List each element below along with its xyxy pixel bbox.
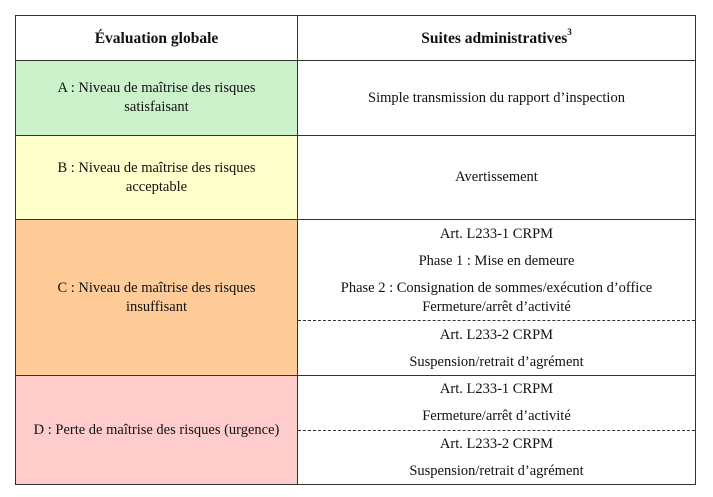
table-row-d (16, 376, 695, 484)
table-row-b (16, 136, 695, 219)
level-label-b: B : Niveau de maîtrise des risques acceptable (57, 159, 256, 195)
table-header-row (16, 16, 695, 60)
level-cell-b (16, 136, 298, 219)
header-evaluation-globale (16, 16, 298, 60)
level-cell-a (16, 61, 298, 135)
action-d-article-2: Art. L233-2 CRPM (439, 436, 554, 452)
action-c-article-2: Art. L233-2 CRPM (439, 327, 554, 343)
action-cell-c-top (298, 220, 695, 320)
action-cell-d-top (298, 376, 695, 430)
level-cell-d (16, 376, 298, 484)
action-d-article-1: Art. L233-1 CRPM (439, 381, 554, 397)
header-footnote-marker: 3 (567, 27, 572, 38)
action-c-suspension: Suspension/retrait d’agrément (409, 354, 584, 370)
action-cell-b (298, 136, 695, 219)
action-c-article-1: Art. L233-1 CRPM (439, 226, 554, 242)
action-c-fermeture: Fermeture/arrêt d’activité (422, 299, 571, 315)
action-a-0: Simple transmission du rapport d’inspection (368, 89, 625, 106)
header-left-label: Évaluation globale (94, 29, 219, 47)
level-label-d: D : Perte de maîtrise des risques (urgence) (33, 421, 280, 438)
table-row-a (16, 61, 695, 135)
header-right-text (421, 29, 571, 48)
evaluation-table (15, 15, 696, 485)
table-row-c (16, 220, 695, 375)
action-cell-c-bottom (298, 321, 695, 375)
level-cell-c (16, 220, 298, 375)
action-cell-a (298, 61, 695, 135)
level-label-a: A : Niveau de maîtrise des risques satisfaisant (57, 80, 256, 115)
action-b-0: Avertissement (455, 169, 538, 185)
header-suites-administratives (298, 16, 695, 60)
action-c-phase-1: Phase 1 : Mise en demeure (418, 253, 575, 269)
action-d-fermeture: Fermeture/arrêt d’activité (422, 408, 571, 424)
header-right-label: Suites administratives (421, 29, 568, 47)
action-d-suspension: Suspension/retrait d’agrément (409, 463, 584, 479)
level-label-c: C : Niveau de maîtrise des risques insuffisant (57, 279, 256, 315)
action-c-phase-2: Phase 2 : Consignation de sommes/exécution d’office (340, 280, 653, 296)
action-cell-d-bottom (298, 431, 695, 484)
